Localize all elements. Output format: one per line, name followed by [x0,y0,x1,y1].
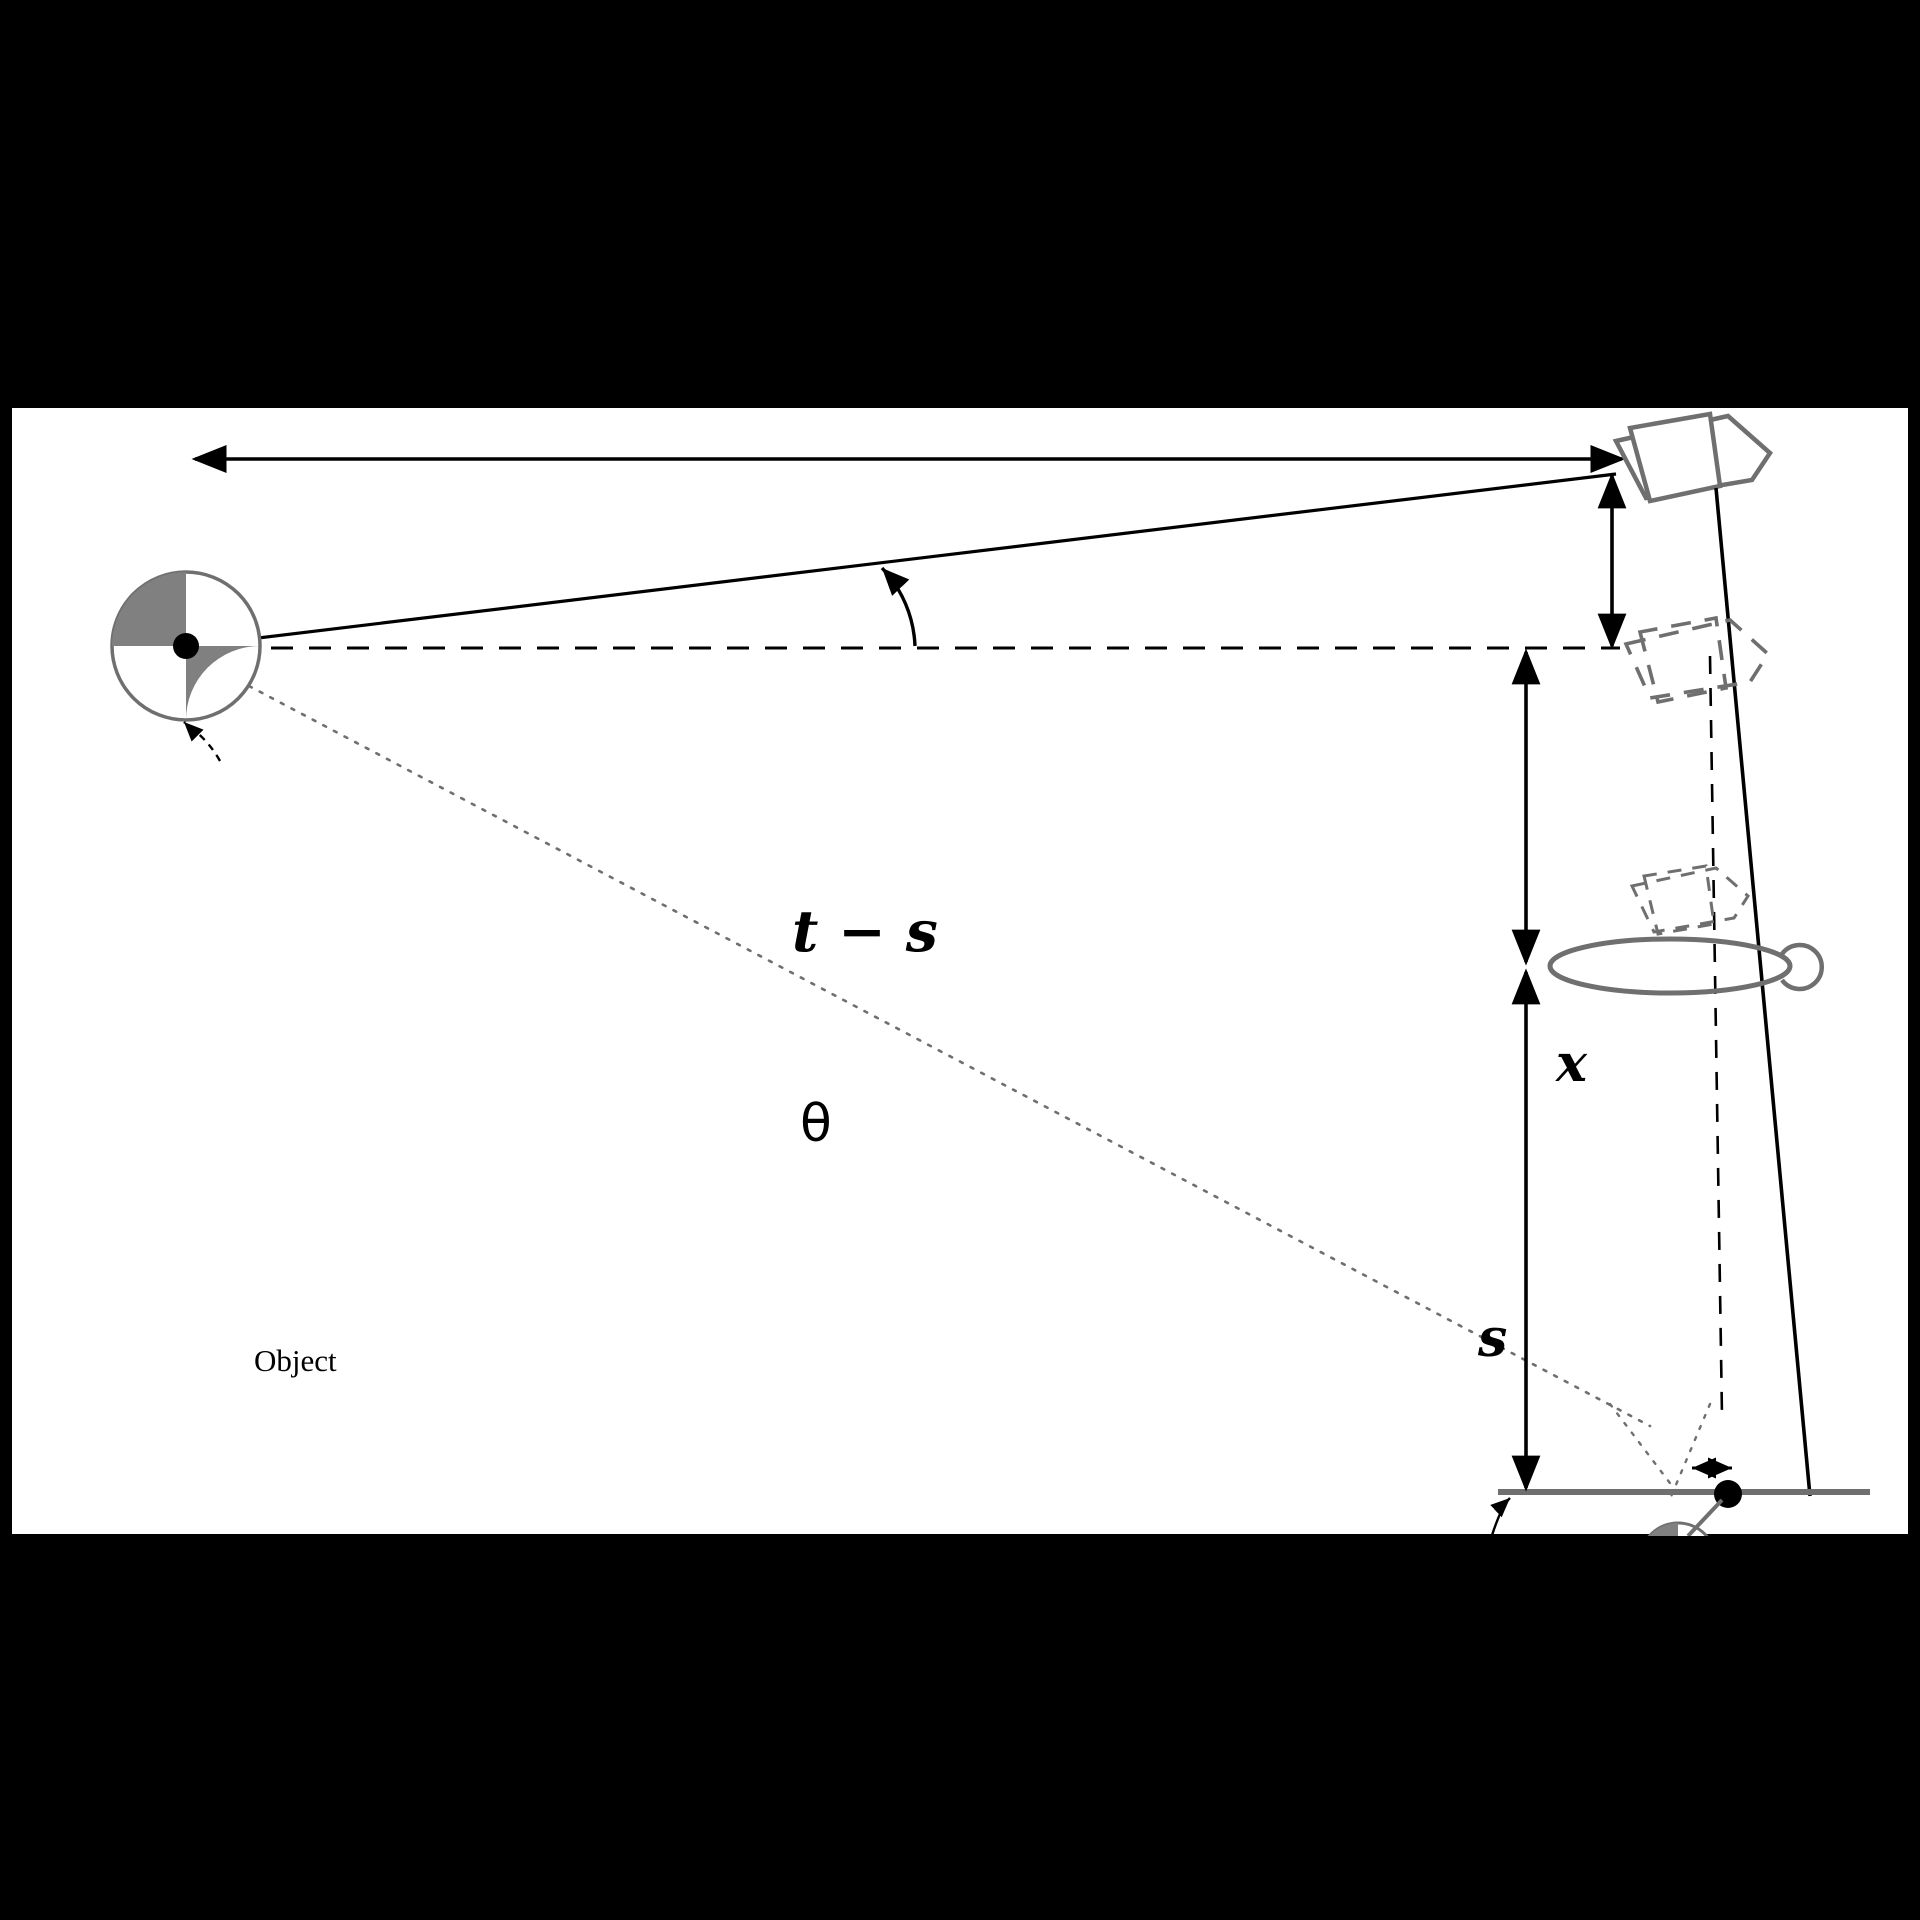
label-pixel-offset-c: c [1688,1626,1715,1677]
label-baseline: t − s [792,898,938,965]
label-object-distance-s: s [1478,1308,1508,1369]
diagram-canvas [10,406,1910,1806]
object-target-icon [112,572,260,720]
label-image-sensor: Image Sensor [1253,1737,1338,1806]
label-focal-length-f: f [1474,1583,1498,1647]
label-angle-theta: θ [800,1094,832,1154]
label-offset-x: x [1556,1033,1588,1094]
label-object: Object [254,1343,337,1378]
